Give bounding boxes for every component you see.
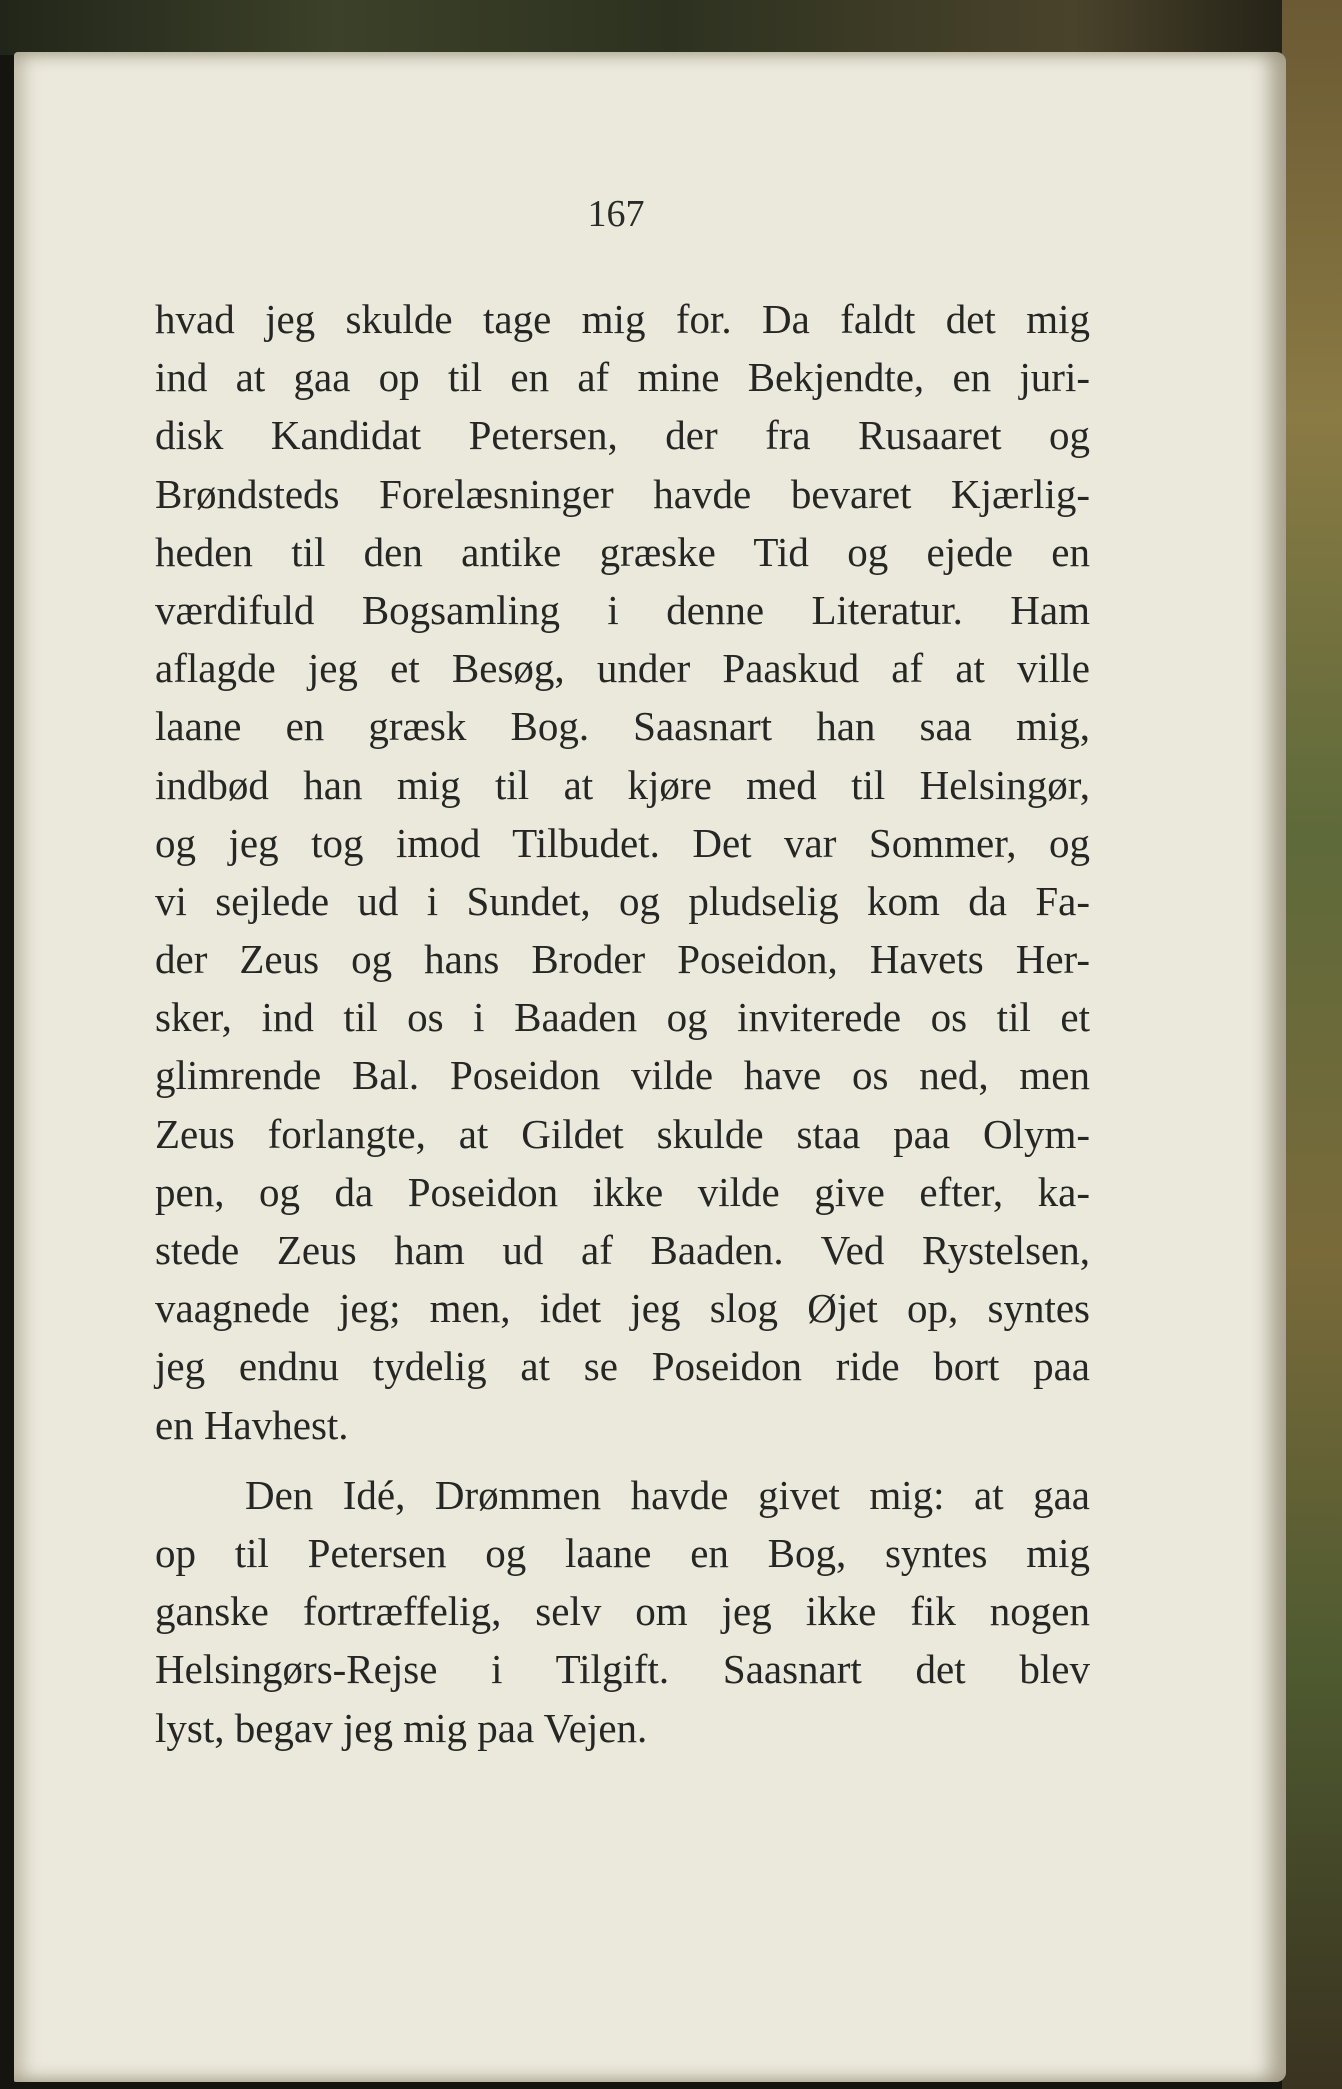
text-line: ganske fortræffelig, selv om jeg ikke fik nogen (155, 1588, 1090, 1635)
text-line-paragraph-end: lyst, begav jeg mig paa Vejen. (155, 1704, 648, 1751)
text-line: værdifuld Bogsamling i denne Literatur. Ham (155, 586, 1090, 633)
page-number: 167 (587, 193, 645, 235)
text-line: op til Petersen og laane en Bog, syntes mig (155, 1529, 1090, 1576)
book-top-edge (0, 0, 1342, 55)
text-line: ind at gaa op til en af mine Bekjendte, en juri- (155, 354, 1090, 401)
text-line: jeg endnu tydelig at se Poseidon ride bort paa (155, 1343, 1090, 1390)
text-line: glimrende Bal. Poseidon vilde have os ned, men (155, 1052, 1090, 1099)
text-line: disk Kandidat Petersen, der fra Rusaaret og (155, 412, 1090, 459)
text-line: aflagde jeg et Besøg, under Paaskud af at ville (155, 645, 1090, 692)
text-line-paragraph-end: en Havhest. (155, 1401, 349, 1448)
text-line: hvad jeg skulde tage mig for. Da faldt det mig (155, 296, 1090, 342)
text-line-paragraph-start: Den Idé, Drømmen havde givet mig: at gaa (245, 1471, 1090, 1518)
text-line: Brøndsteds Forelæsninger havde bevaret Kjærlig- (155, 470, 1090, 517)
text-line: og jeg tog imod Tilbudet. Det var Sommer, og (155, 819, 1090, 866)
text-line: vaagnede jeg; men, idet jeg slog Øjet op, syntes (155, 1285, 1090, 1332)
text-line: heden til den antike græske Tid og ejede en (155, 528, 1090, 575)
text-line: der Zeus og hans Broder Poseidon, Havets Her- (155, 936, 1090, 983)
text-line: Zeus forlangte, at Gildet skulde staa paa Olym- (155, 1110, 1090, 1157)
text-line: pen, og da Poseidon ikke vilde give efter, ka- (155, 1168, 1090, 1215)
text-line: stede Zeus ham ud af Baaden. Ved Rystelsen, (155, 1227, 1090, 1273)
text-line: sker, ind til os i Baaden og inviterede os til et (155, 994, 1090, 1041)
text-line: indbød han mig til at kjøre med til Helsingør, (155, 761, 1090, 808)
text-line: laane en græsk Bog. Saasnart han saa mig, (155, 703, 1090, 750)
text-line: Helsingørs-Rejse i Tilgift. Saasnart det blev (155, 1646, 1090, 1693)
book-cover-edge (1282, 0, 1342, 2089)
body-text (155, 290, 1090, 1757)
text-line: vi sejlede ud i Sundet, og pludselig kom da Fa- (155, 877, 1090, 924)
